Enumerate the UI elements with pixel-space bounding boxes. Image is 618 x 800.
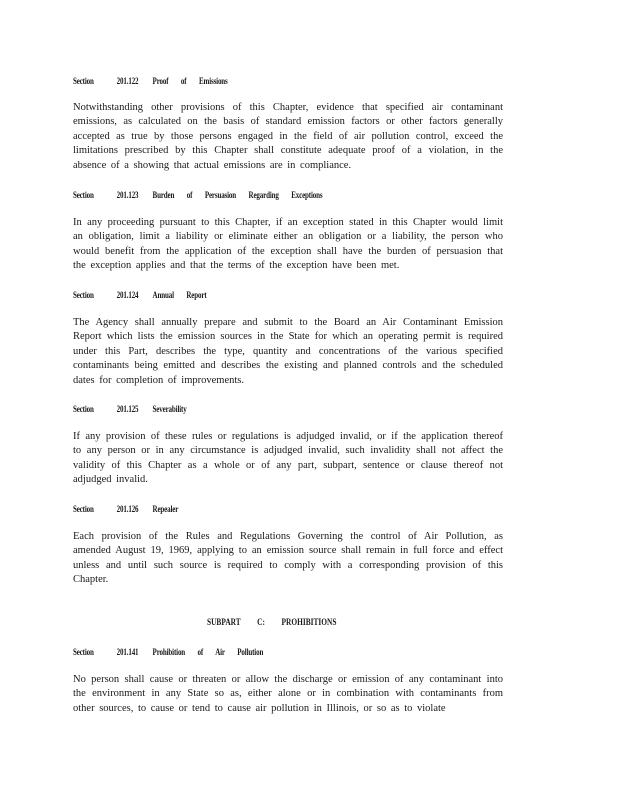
section-heading-201-125: [73, 404, 187, 414]
subpart-heading: SUBPART C: PROHIBITIONS: [207, 617, 337, 627]
section-title: Burden of Persuasion Regarding Exceptions: [152, 190, 323, 200]
section-label: Section: [73, 404, 94, 414]
section-title: Repealer: [152, 504, 179, 514]
section-label: Section: [73, 647, 94, 657]
section-body-201-141: No person shall cause or threaten or allow the discharge or emission of any contaminant into the environment in any State so as, either alone or in combination with contaminants from other sources, to cause or tend to cause air pollution in Illinois, or so as to violate: [73, 674, 503, 714]
section-body-201-122: Notwithstanding other provisions of this Chapter, evidence that specified air contaminant emissions, as calculated on the basis of standard emission factors or other factors generally accepted as true by those persons engaged in the field of air pollution control, exceed the limitations prescribed by this Chapter shall constitute adequate proof of a violation, in the absence of a showing that actual emissions are in compliance.: [73, 102, 503, 171]
section-body-201-124: The Agency shall annually prepare and submit to the Board an Air Contaminant Emission Report which lists the emission sources in the State for which an operating permit is required under this Part, describes the type, quantity and concentrations of the various specified contaminants being emitted and describes the existing and planned controls and the scheduled dates for completion of improvements.: [73, 317, 503, 386]
section-label: Section: [73, 290, 94, 300]
section-body-201-126: Each provision of the Rules and Regulations Governing the control of Air Pollution, as amended August 19, 1969, applying to an emission source shall remain in full force and effect unless and until such source is required to comply with a corresponding provision of this Chapter.: [73, 531, 503, 586]
section-heading-201-126: [73, 504, 178, 514]
section-heading-201-122: [73, 76, 228, 86]
section-label: Section: [73, 190, 94, 200]
section-label: Section: [73, 76, 94, 86]
section-title: Severability: [152, 404, 187, 414]
section-number: 201.124: [116, 290, 139, 300]
section-title: Prohibition of Air Pollution: [152, 647, 264, 657]
section-title: Proof of Emissions: [152, 76, 228, 86]
section-number: 201.141: [116, 647, 139, 657]
section-number: 201.126: [116, 504, 139, 514]
section-body-201-123: In any proceeding pursuant to this Chapter, if an exception stated in this Chapter would limit an obligation, limit a liability or eliminate either an obligation or a liability, the person who would benefit from the application of the exception shall have the burden of persuasion that the exception applies and that the terms of the exception have been met.: [73, 217, 503, 272]
section-heading-201-124: [73, 290, 207, 300]
section-title: Annual Report: [152, 290, 207, 300]
section-number: 201.122: [116, 76, 139, 86]
section-number: 201.123: [116, 190, 139, 200]
section-label: Section: [73, 504, 94, 514]
section-heading-201-123: [73, 190, 322, 200]
section-heading-201-141: [73, 647, 263, 657]
section-number: 201.125: [116, 404, 139, 414]
section-body-201-125: If any provision of these rules or regulations is adjudged invalid, or if the application thereof to any person or in any circumstance is adjudged invalid, such invalidity shall not affect the validity of this Chapter as a whole or of any part, subpart, sentence or clause thereof not adjudged invalid.: [73, 431, 503, 486]
